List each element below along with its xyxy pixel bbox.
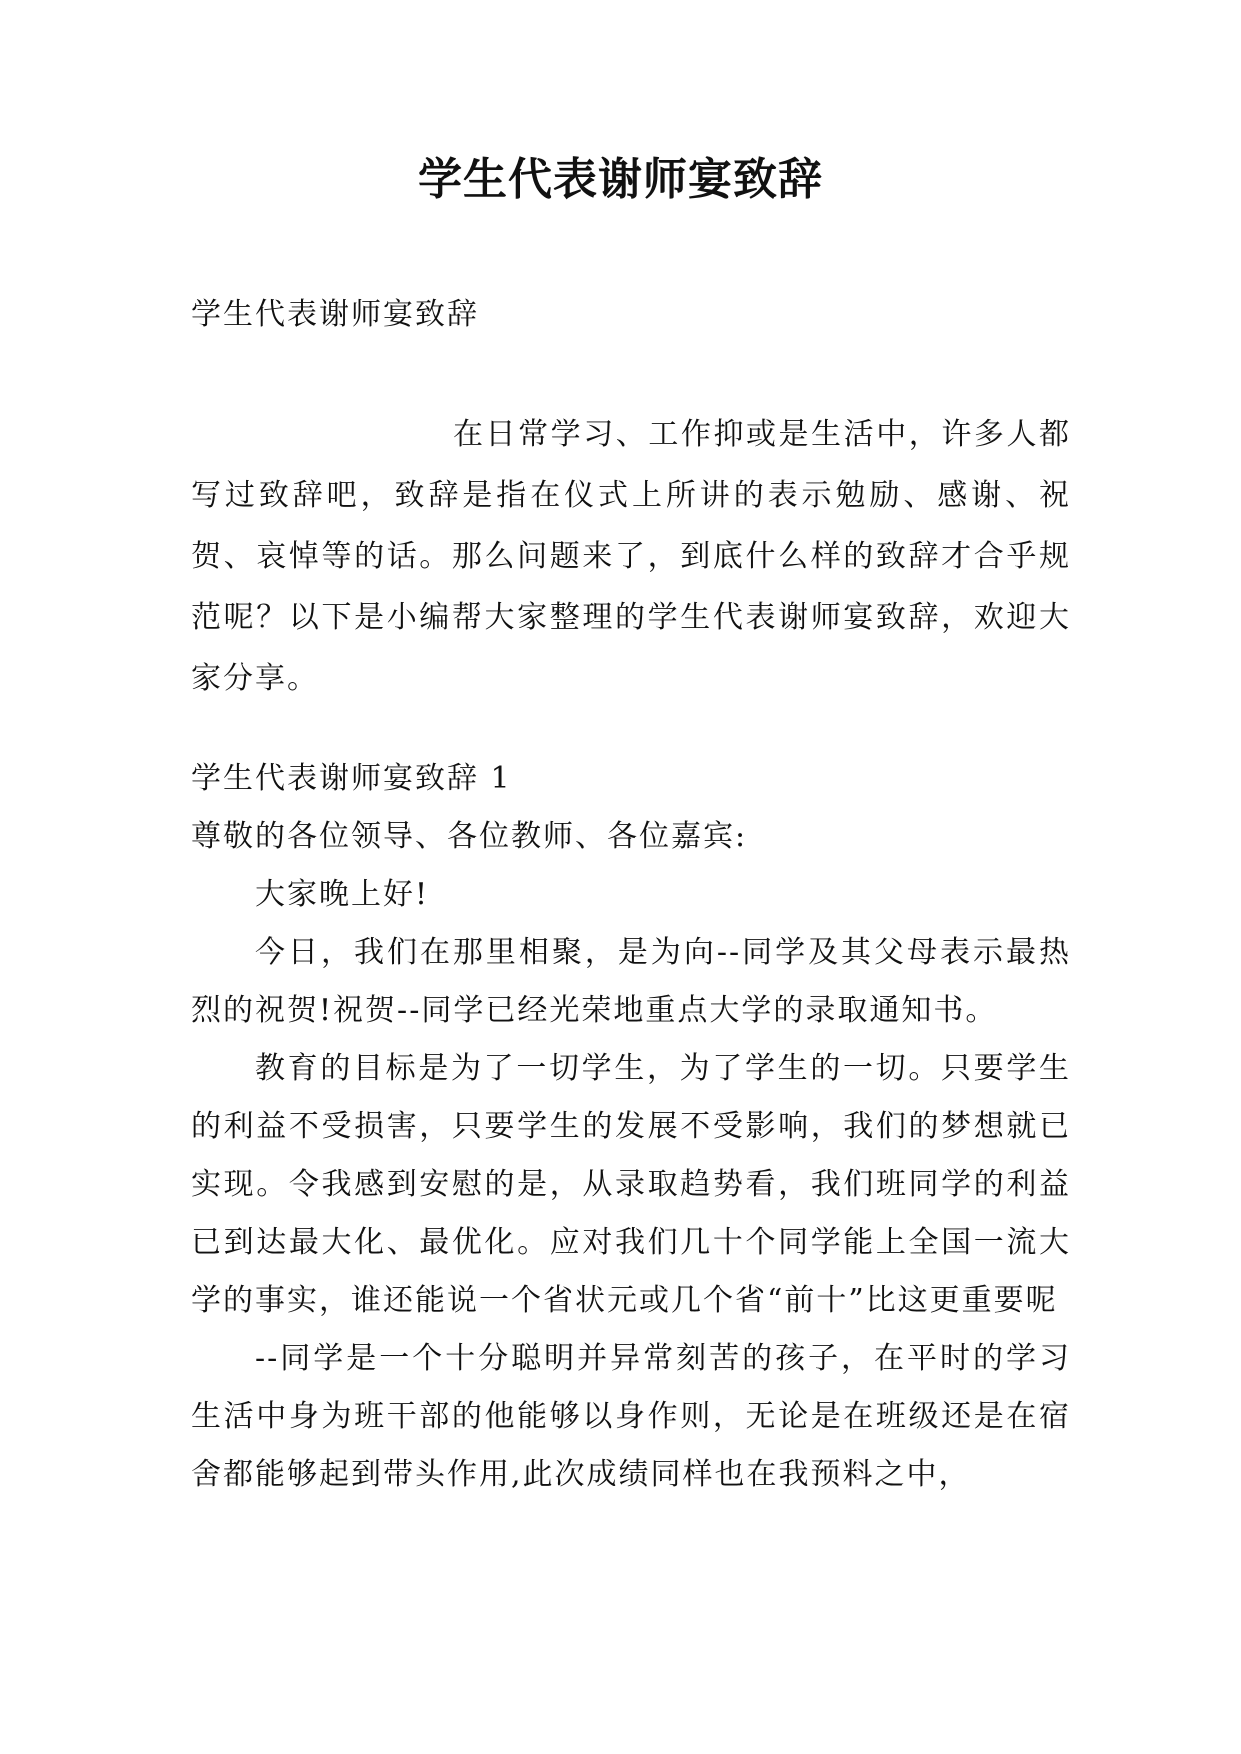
greeting: 大家晚上好! bbox=[255, 877, 430, 912]
section-heading: 学生代表谢师宴致辞 1 bbox=[191, 761, 512, 796]
body-paragraph: 教育的目标是为了一切学生，为了学生的一切。只要学生的利益不受损害，只要学生的发展不受影响，我们的梦想就已实现。令我感到安慰的是，从录取趋势看，我们班同学的利益已到达最大化、最优化。应对我们几十个同学能上全国一流大学的事实，谁还能说一个省状元或几个省“前十”比这更重要呢 bbox=[191, 1051, 1071, 1318]
document-title: 学生代表谢师宴致辞 bbox=[418, 154, 823, 205]
intro-paragraph: 在日常学习、工作抑或是生活中，许多人都写过致辞吧，致辞是指在仪式上所讲的表示勉励、感谢、祝贺、哀悼等的话。那么问题来了，到底什么样的致辞才合乎规范呢？以下是小编帮大家整理的学生代表谢师宴致辞，欢迎大家分享。 bbox=[191, 417, 1071, 696]
salutation: 尊敬的各位领导、各位教师、各位嘉宾: bbox=[191, 819, 748, 854]
body-paragraph: --同学是一个十分聪明并异常刻苦的孩子，在平时的学习生活中身为班干部的他能够以身作则，无论是在班级还是在宿舍都能够起到带头作用,此次成绩同样也在我预料之中， bbox=[191, 1341, 1071, 1492]
body-paragraph: 今日，我们在那里相聚，是为向--同学及其父母表示最热烈的祝贺!祝贺--同学已经光荣地重点大学的录取通知书。 bbox=[191, 935, 1071, 1028]
speech-section bbox=[191, 750, 1071, 1504]
document-subtitle: 学生代表谢师宴致辞 bbox=[191, 297, 479, 332]
